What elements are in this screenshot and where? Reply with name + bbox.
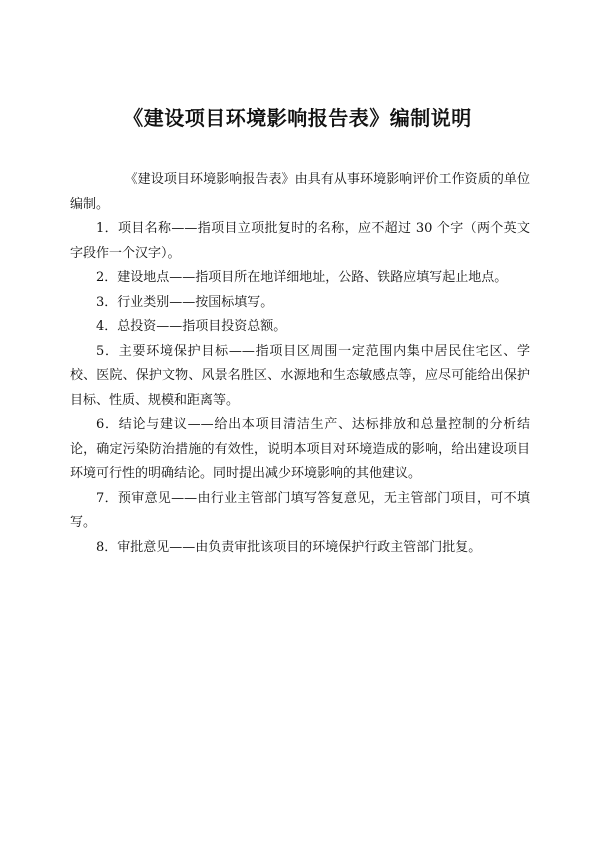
item-total-investment: 4．总投资——指项目投资总额。 bbox=[96, 319, 287, 334]
intro-paragraph: 《建设项目环境影响报告表》由具有从事环境影响评价工作资质的单位编制。 bbox=[70, 172, 530, 212]
item-construction-site: 2．建设地点——指项目所在地详细地址，公路、铁路应填写起止地点。 bbox=[96, 270, 508, 285]
item-protection-targets: 5．主要环境保护目标——指项目区周围一定范围内集中居民住宅区、学校、医院、保护文物、风景名胜区、水源地和生态敏感点等，应尽可能给出保护目标、性质、规模和距离等。 bbox=[70, 343, 530, 408]
document-body bbox=[70, 168, 530, 560]
item-conclusions: 6．结论与建议——给出本项目清洁生产、达标排放和总量控制的分析结论，确定污染防治措施的有效性，说明本项目对环境造成的影响，给出建设项目环境可行性的明确结论。同时提出减少环境影响的其他建议。 bbox=[70, 417, 530, 481]
item-approval-opinion: 8．审批意见——由负责审批该项目的环境保护行政主管部门批复。 bbox=[96, 539, 482, 555]
item-project-name: 1．项目名称——指项目立项批复时的名称，应不超过 30 个字（两个英文字段作一个汉字）。 bbox=[70, 221, 530, 261]
item-pre-review-opinion: 7．预审意见——由行业主管部门填写答复意见，无主管部门项目，可不填写。 bbox=[70, 490, 530, 530]
item-industry-category: 3．行业类别——按国标填写。 bbox=[96, 294, 274, 310]
document-title: 《建设项目环境影响报告表》编制说明 bbox=[123, 106, 472, 130]
